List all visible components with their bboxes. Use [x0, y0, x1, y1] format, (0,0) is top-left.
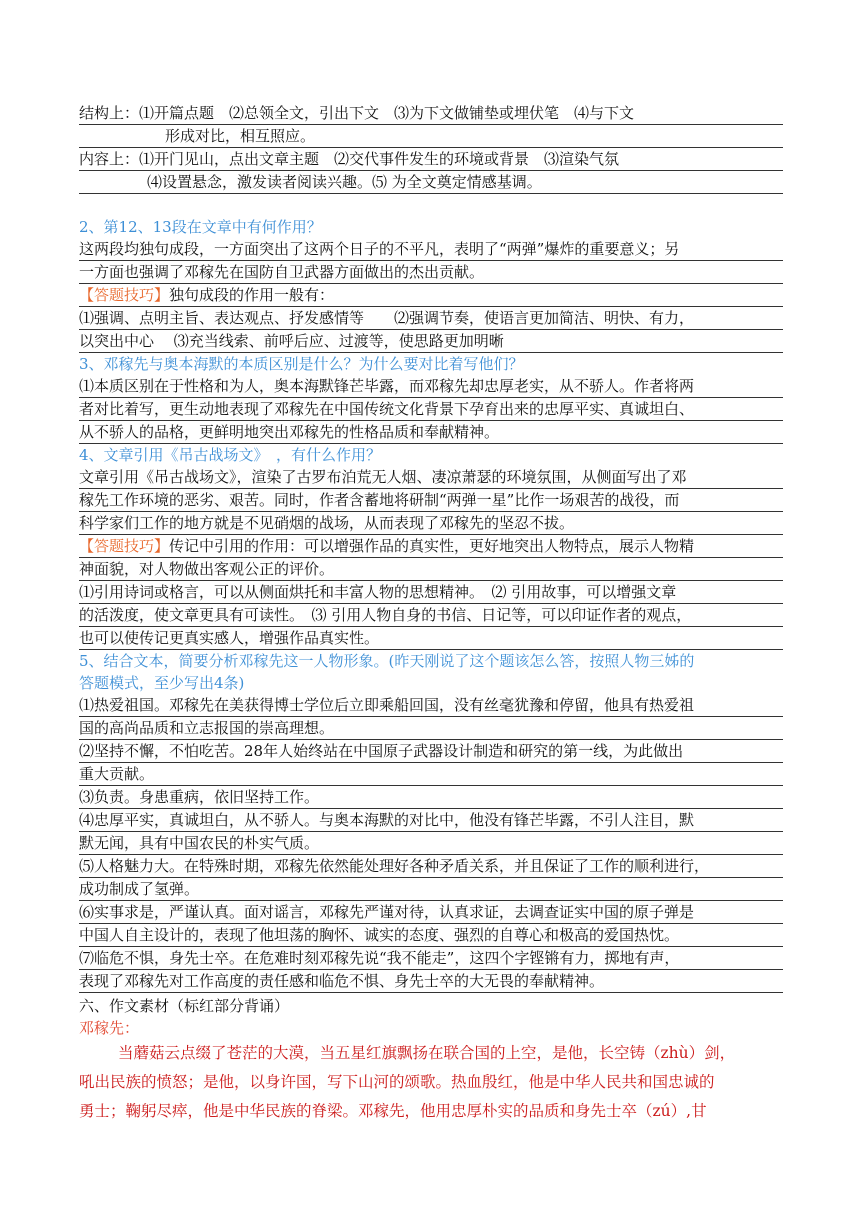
answer-line: 内容上：⑴开门见山，点出文章主题 ⑵交代事件发生的环境或背景 ⑶渲染气氛 — [79, 148, 783, 171]
answer-line: 科学家们工作的地方就是不见硝烟的战场，从而表现了邓稼先的坚忍不拔。 — [79, 512, 783, 535]
answer-line: 神面貌，对人物做出客观公正的评价。 — [79, 558, 783, 581]
answer-line: ⑶负责。身患重病，依旧坚持工作。 — [79, 786, 783, 809]
material-paragraph-line: 当蘑菇云点缀了苍茫的大漠，当五星红旗飘扬在联合国的上空，是他，长空铸（zhù）剑， — [118, 1044, 736, 1062]
answer-line: 的活泼度，使文章更具有可读性。 ⑶ 引用人物自身的书信、日记等，可以印证作者的观点， — [79, 604, 783, 627]
answer-line: 稼先工作环境的恶劣、艰苦。同时，作者含蓄地将研制“两弹一星”比作一场艰苦的战役，而 — [79, 489, 783, 512]
question-2-title: 2、第12、13段在文章中有何作用？ — [79, 218, 322, 236]
answer-line: 也可以使传记更真实感人，增强作品真实性。 — [79, 627, 783, 650]
tip-line — [79, 535, 783, 558]
answer-line: 一方面也强调了邓稼先在国防自卫武器方面做出的杰出贡献。 — [79, 261, 783, 284]
question-4-title: 4、文章引用《吊古战场文》 ，有什么作用？ — [79, 446, 382, 464]
answer-line: ⑷忠厚平实，真诚坦白，从不骄人。与奥本海默的对比中，他没有锋芒毕露，不引人注目，默 — [79, 809, 783, 832]
answer-line: ⑹实事求是，严谨认真。面对谣言，邓稼先严谨对待，认真求证，去调查证实中国的原子弹是 — [79, 901, 783, 924]
answer-line: 中国人自主设计的，表现了他坦荡的胸怀、诚实的态度、强烈的自尊心和极高的爱国热忱。 — [79, 924, 783, 947]
tip-text: 独句成段的作用一般有： — [169, 286, 335, 304]
question-5-title-cont: 答题模式，至少写出4条) — [79, 674, 245, 692]
material-paragraph-line: 勇士；鞠躬尽瘁，他是中华民族的脊梁。邓稼先，他用忠厚朴实的品质和身先士卒（zú）,甘 — [79, 1102, 707, 1120]
section-6-title: 六、作文素材（标红部分背诵） — [79, 997, 290, 1015]
answer-line: 默无闻，具有中国农民的朴实气质。 — [79, 832, 783, 855]
document-page — [79, 102, 783, 1126]
answer-line: ⑵坚持不懈，不怕吃苦。28年人始终站在中国原子武器设计制造和研究的第一线，为此做出 — [79, 740, 783, 763]
question-5-title: 5、结合文本，简要分析邓稼先这一人物形象。(昨天刚说了这个题该怎么答，按照人物三姊的 — [79, 652, 695, 670]
answer-line: 形成对比，相互照应。 — [79, 125, 783, 148]
answer-line: 这两段均独句成段，一方面突出了这两个日子的不平凡，表明了“两弹”爆炸的重要意义；另 — [79, 238, 783, 261]
answer-line: ⑴强调、点明主旨、表达观点、抒发感情等 ⑵强调节奏，使语言更加简洁、明快、有力， — [79, 307, 783, 330]
answer-line: 以突出中心 ⑶充当线索、前呼后应、过渡等，使思路更加明晰 — [79, 330, 783, 353]
tip-tag: 【答题技巧】 — [79, 286, 170, 304]
answer-line: 表现了邓稼先对工作高度的责任感和临危不惧、身先士卒的大无畏的奉献精神。 — [79, 970, 783, 993]
answer-line: ⑷设置悬念，激发读者阅读兴趣。⑸ 为全文奠定情感基调。 — [79, 171, 783, 194]
tip-line — [79, 284, 783, 307]
answer-line: 从不骄人的品格，更鲜明地突出邓稼先的性格品质和奉献精神。 — [79, 421, 783, 444]
answer-line: ⑴本质区别在于性格和为人，奥本海默锋芒毕露，而邓稼先却忠厚老实，从不骄人。作者将两 — [79, 375, 783, 398]
answer-line: 文章引用《吊古战场文》，渲染了古罗布泊荒无人烟、凄凉萧瑟的环境氛围，从侧面写出了邓 — [79, 466, 783, 489]
answer-line: ⑴热爱祖国。邓稼先在美获得博士学位后立即乘船回国，没有丝毫犹豫和停留，他具有热爱祖 — [79, 694, 783, 717]
answer-line: ⑸人格魅力大。在特殊时期，邓稼先依然能处理好各种矛盾关系，并且保证了工作的顺利进行， — [79, 855, 783, 878]
answer-line: 结构上：⑴开篇点题 ⑵总领全文，引出下文 ⑶为下文做铺垫或埋伏笔 ⑷与下文 — [79, 102, 783, 125]
answer-line: 成功制成了氢弹。 — [79, 878, 783, 901]
material-name: 邓稼先： — [79, 1019, 140, 1037]
answer-line: 国的高尚品质和立志报国的崇高理想。 — [79, 717, 783, 740]
answer-line: 者对比着写，更生动地表现了邓稼先在中国传统文化背景下孕育出来的忠厚平实、真诚坦白、 — [79, 398, 783, 421]
tip-text: 传记中引用的作用：可以增强作品的真实性，更好地突出人物特点，展示人物精 — [169, 537, 695, 555]
material-paragraph-line: 吼出民族的愤怒；是他，以身许国，写下山河的颂歌。热血殷红，他是中华人民共和国忠诚的 — [79, 1073, 715, 1091]
answer-line: 重大贡献。 — [79, 763, 783, 786]
question-3-title: 3、邓稼先与奥本海默的本质区别是什么？为什么要对比着写他们？ — [79, 355, 524, 373]
answer-line: ⑴引用诗词或格言，可以从侧面烘托和丰富人物的思想精神。 ⑵ 引用故事，可以增强文章 — [79, 581, 783, 604]
answer-line: ⑺临危不惧，身先士卒。在危难时刻邓稼先说“我不能走”，这四个字铿锵有力，掷地有声， — [79, 947, 783, 970]
answer-structure-content — [79, 102, 783, 194]
tip-tag: 【答题技巧】 — [79, 537, 170, 555]
